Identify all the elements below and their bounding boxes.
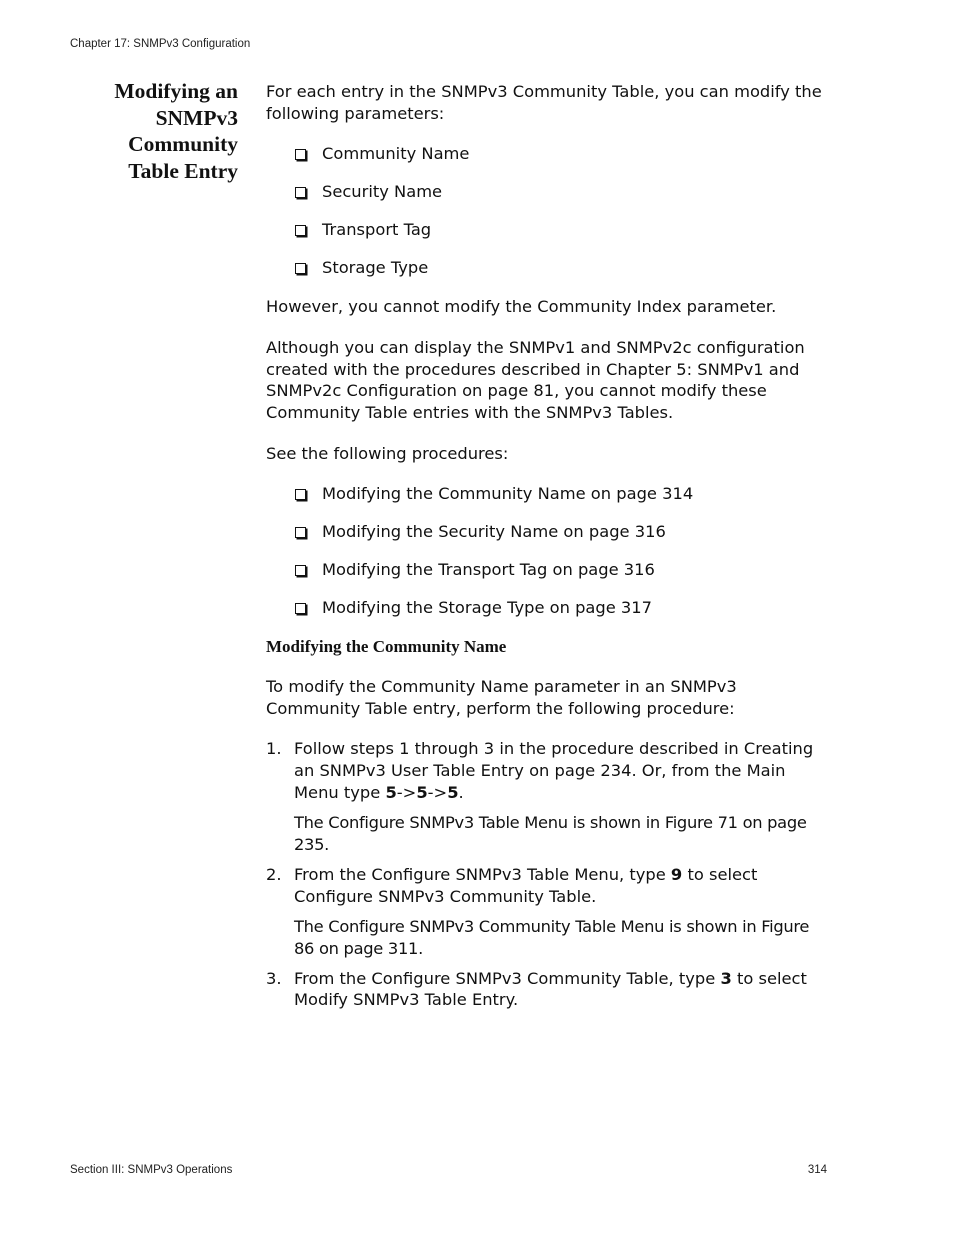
step-item (266, 968, 831, 1011)
running-footer-section: Section III: SNMPv3 Operations (70, 1164, 233, 1176)
intro-paragraph: For each entry in the SNMPv3 Community Table, you can modify the following parameters: (266, 82, 822, 123)
procedure-link[interactable]: Modifying the Community Name on page 314 (295, 483, 831, 505)
step-text: Follow steps 1 through 3 in the procedure described in Creating an SNMPv3 User Table Entry on page 234. Or, from the Main Menu type 5->5->5. (294, 739, 814, 802)
section-heading-line: Modifying an (114, 79, 238, 103)
checkbox-bullet-icon (295, 565, 306, 576)
step-text: From the Configure SNMPv3 Table Menu, type 9 to select Configure SNMPv3 Community Table. (294, 864, 758, 906)
cannot-modify-paragraph: However, you cannot modify the Community Index parameter. (266, 297, 777, 317)
step-number: 1. (266, 739, 282, 759)
list-item: Security Name (295, 181, 831, 203)
although-paragraph: Although you can display the SNMPv1 and SNMPv2c configuration created with the procedures described in Chapter 5: SNMPv1 and SNMPv2c Configuration on page 81, you cannot modify these Community Table entries with the SNMPv3 Tables. (266, 337, 805, 423)
step-note: The Configure SNMPv3 Community Table Menu is shown in Figure 86 on page 311. (294, 917, 810, 958)
step-number: 2. (266, 864, 282, 884)
procedure-steps (266, 738, 831, 1011)
section-heading-line: Table Entry (128, 158, 238, 183)
to-modify-paragraph: To modify the Community Name parameter in an SNMPv3 Community Table entry, perform the following procedure: (266, 676, 737, 718)
body-content (266, 81, 831, 1019)
section-heading-line: Community (128, 132, 238, 156)
checkbox-bullet-icon (295, 187, 306, 198)
subsection-heading: Modifying the Community Name (266, 637, 507, 657)
section-heading-line: SNMPv3 (155, 105, 238, 130)
checkbox-bullet-icon (295, 149, 306, 160)
section-heading (60, 78, 238, 184)
step-text: From the Configure SNMPv3 Community Table, type 3 to select Modify SNMPv3 Table Entry. (294, 968, 807, 1010)
procedure-link[interactable]: Modifying the Storage Type on page 317 (295, 597, 831, 619)
procedure-link[interactable]: Modifying the Security Name on page 316 (295, 521, 831, 543)
procedure-list (266, 483, 831, 618)
checkbox-bullet-icon (295, 603, 306, 614)
step-number: 3. (266, 968, 282, 988)
step-note: The Configure SNMPv3 Table Menu is shown in Figure 71 on page 235. (294, 813, 807, 855)
see-following-paragraph: See the following procedures: (266, 443, 509, 463)
list-item: Storage Type (295, 257, 831, 279)
checkbox-bullet-icon (295, 263, 306, 274)
running-header: Chapter 17: SNMPv3 Configuration (70, 38, 251, 50)
parameter-list (266, 143, 831, 278)
checkbox-bullet-icon (295, 225, 306, 236)
step-item (266, 864, 831, 960)
list-item: Transport Tag (295, 219, 831, 241)
step-item (266, 738, 831, 856)
checkbox-bullet-icon (295, 489, 306, 500)
checkbox-bullet-icon (295, 527, 306, 538)
page-number: 314 (807, 1164, 827, 1176)
list-item: Community Name (295, 143, 831, 165)
procedure-link[interactable]: Modifying the Transport Tag on page 316 (295, 559, 831, 581)
